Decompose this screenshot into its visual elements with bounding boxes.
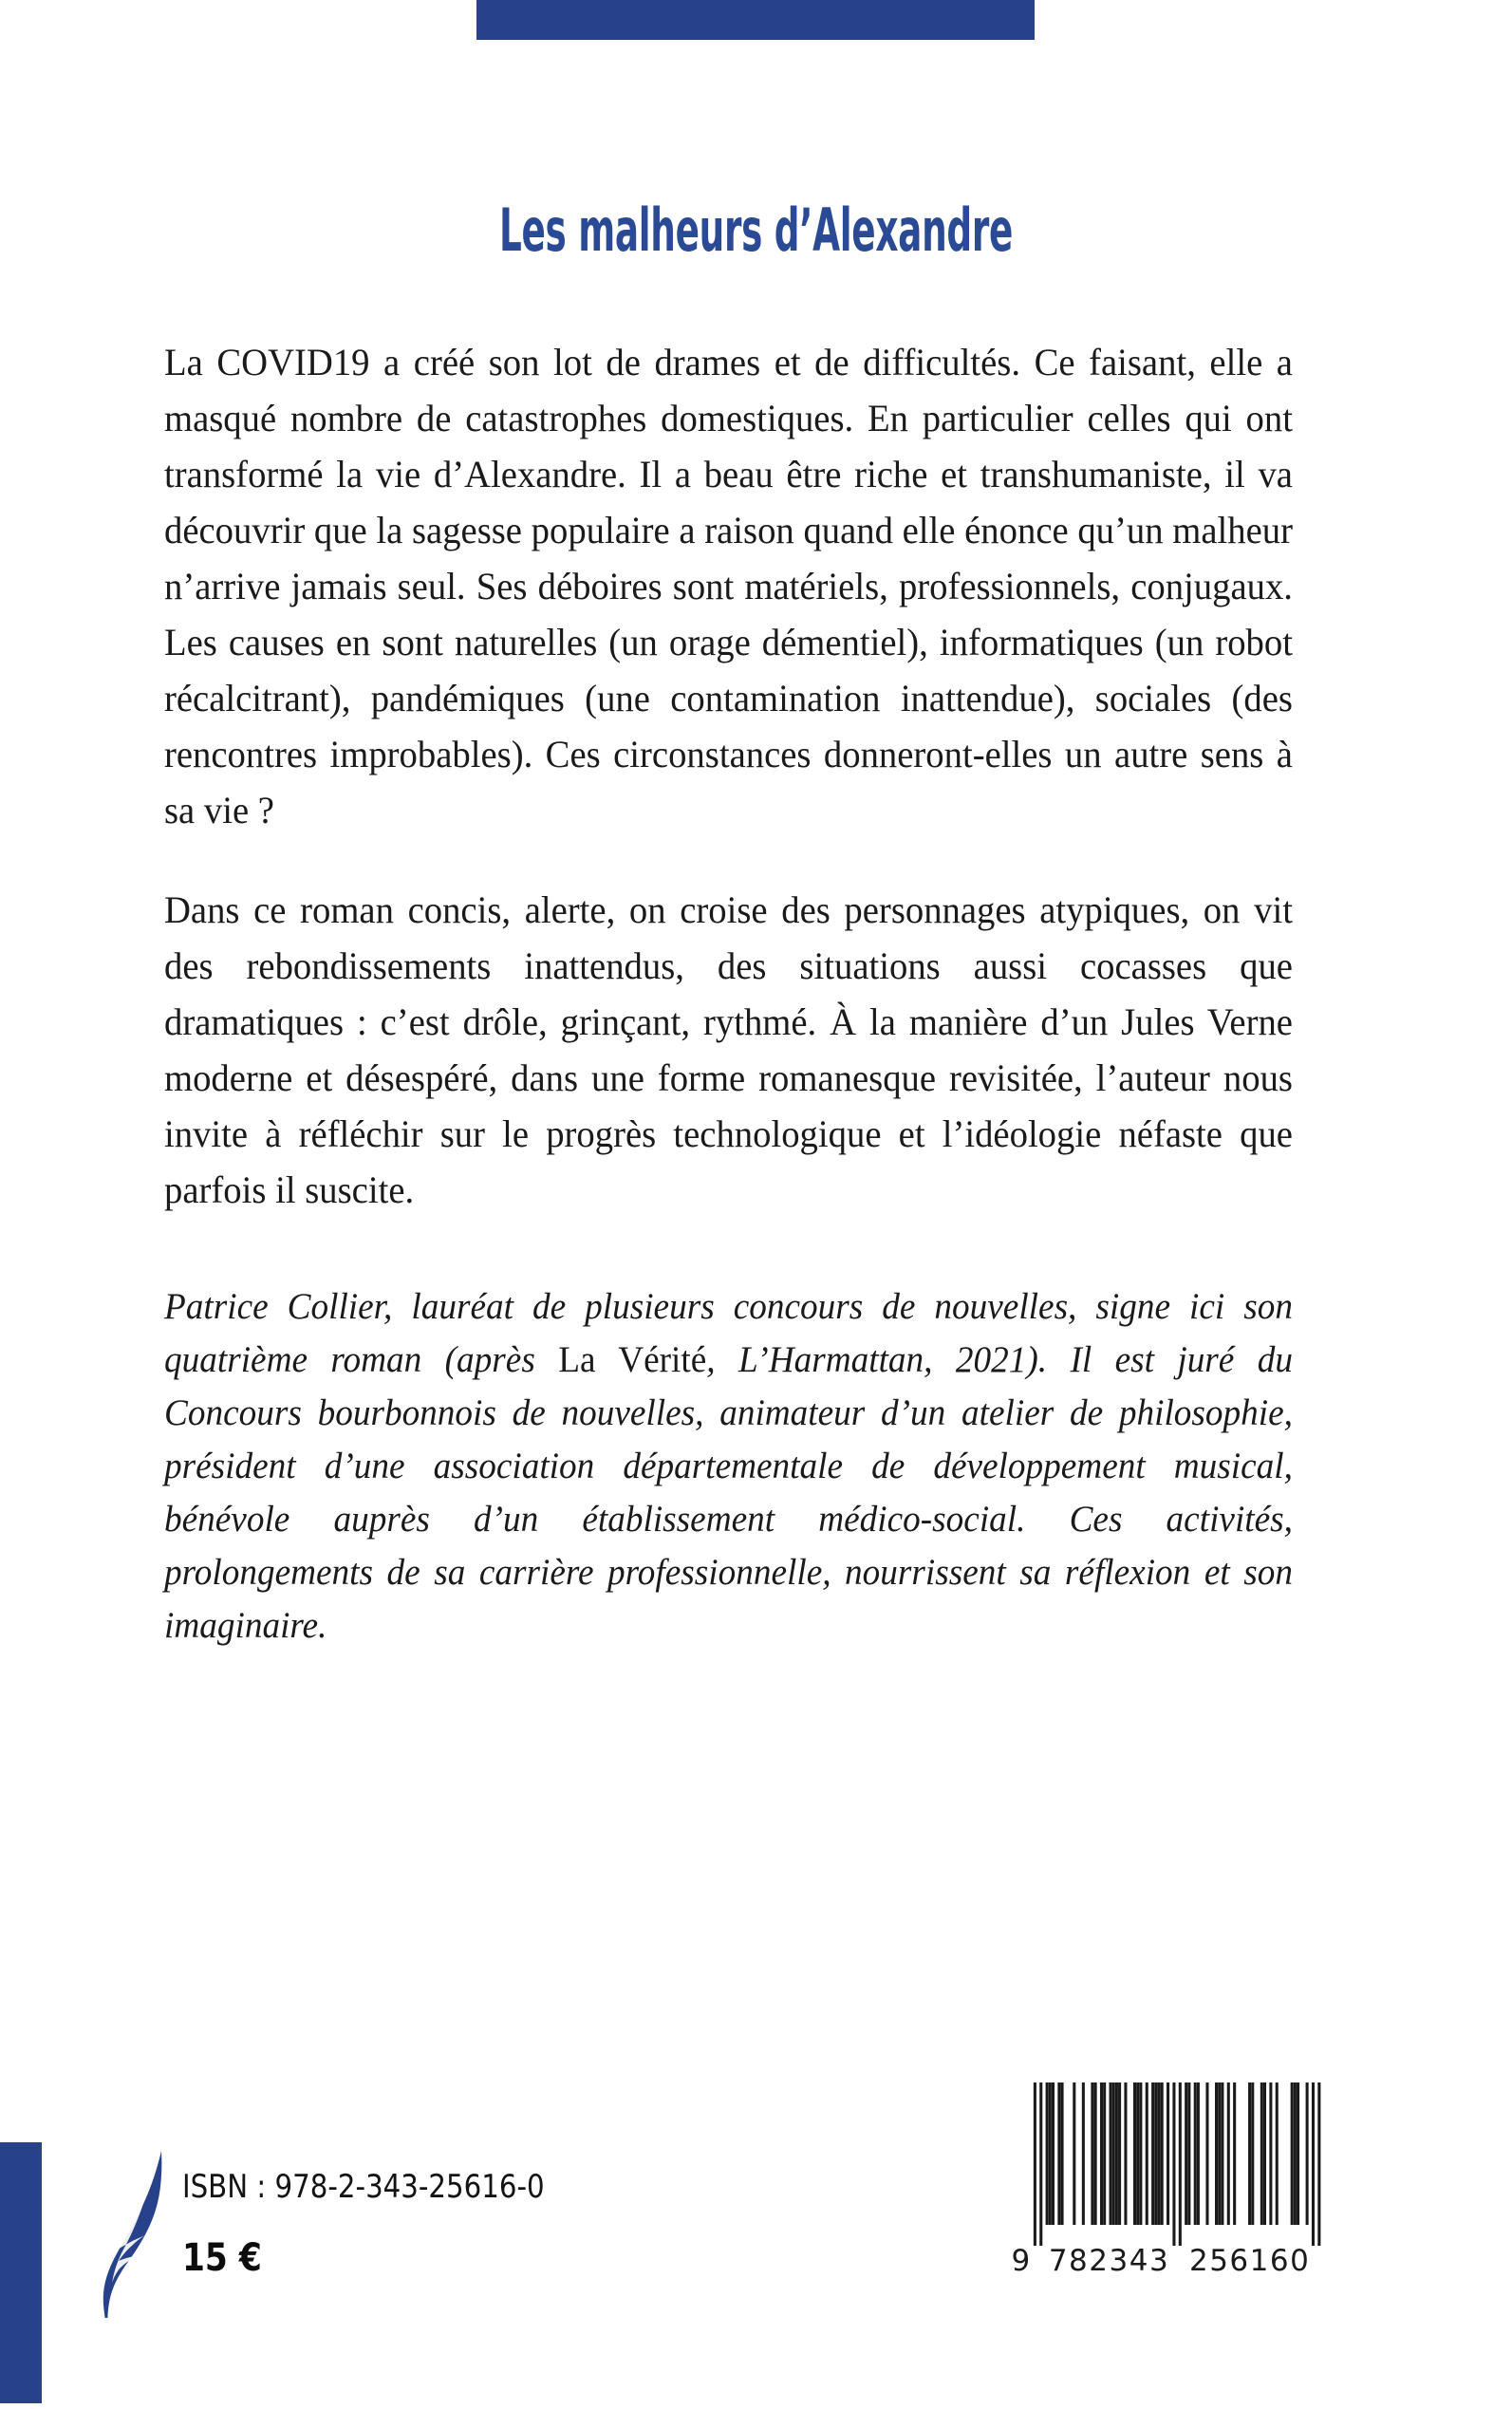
blurb-paragraph-1: La COVID19 a créé son lot de drames et de difficultés. Ce faisant, elle a masqué nombre de catastrophes domestiques. En particulier celles qui ont transformé la vie d’Alexandre. Il a beau être riche et transhumaniste, il va découvrir que la sagesse populaire a raison quand elle énonce qu’un malheur n’arrive jamais seul. Ses déboires sont matériels, professionnels, conjugaux. Les causes en sont naturelles (un orage démentiel), informatiques (un robot récalcitrant), pandémiques (une contamination inattendue), sociales (des rencontres improbables). Ces circonstances donneront-elles un autre sens à sa vie ?: [164, 341, 1293, 831]
page-title: Les malheurs d’Alexandre: [498, 195, 1014, 265]
ean13-barcode: [1003, 2077, 1345, 2276]
author-bio-part-1: Patrice Collier, lauréat de plusieurs concours de nouvelles, signe ici son quatrième roman (après: [164, 1286, 1293, 1380]
isbn-label: ISBN : 978-2-343-25616-0: [182, 2168, 545, 2206]
svg-text:256160: 256160: [1188, 2244, 1311, 2276]
author-bio-paragraph: [164, 1280, 1293, 1653]
imprint-block: [99, 2138, 706, 2346]
blurb-paragraph-2: Dans ce roman concis, alerte, on croise des personnages atypiques, on vit des rebondissements inattendus, des situations aussi cocasses que dramatiques : c’est drôle, grinçant, rythmé. À la manière d’un Jules Verne moderne et désespéré, dans une forme romanesque revisitée, l’auteur nous invite à réfléchir sur le progrès technologique et l’idéologie néfaste que parfois il suscite.: [164, 888, 1293, 1211]
svg-text:782343: 782343: [1048, 2244, 1170, 2276]
price-label: 15 €: [182, 2236, 262, 2280]
top-blue-bar: [476, 0, 1035, 40]
referenced-book-title: La Vérité: [558, 1339, 707, 1380]
svg-text:9: 9: [1011, 2244, 1032, 2276]
author-bio-part-2: , L’Harmattan, 2021). Il est juré du Concours bourbonnois de nouvelles, animateur d’un atelier de philosophie, président d’une association départementale de développement musical, bénévole auprès d’un établissement médico-social. Ces activités, prolongements de sa carrière professionnelle, nourrissent sa réflexion et son imaginaire.: [164, 1339, 1293, 1646]
back-cover-text-column: [164, 334, 1346, 1653]
bottom-left-blue-bar: [0, 2142, 42, 2403]
feather-quill-icon: [99, 2145, 165, 2325]
